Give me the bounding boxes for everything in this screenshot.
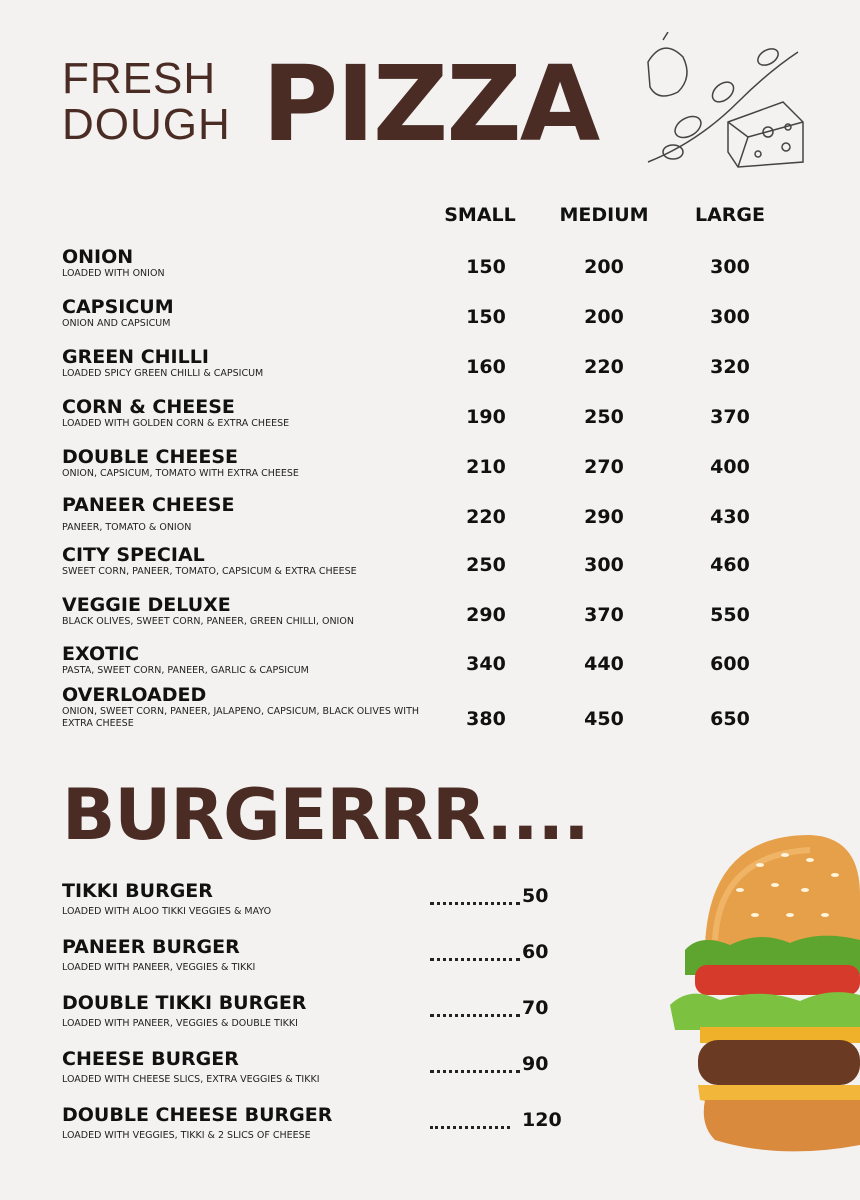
leader-dots xyxy=(430,892,520,905)
price-small: 250 xyxy=(466,554,506,576)
price-large: 600 xyxy=(710,653,750,675)
burger-section-title: BURGERRR.... xyxy=(62,774,589,856)
price-medium: 220 xyxy=(584,356,624,378)
burger-icon xyxy=(660,815,860,1155)
size-header-small: SMALL xyxy=(444,204,516,226)
burger-name: TIKKI BURGER xyxy=(62,880,213,902)
price-large: 650 xyxy=(710,708,750,730)
fresh-line: FRESH xyxy=(62,54,217,103)
vegetable-sketch-icon xyxy=(628,32,808,182)
price-medium: 250 xyxy=(584,406,624,428)
pizza-desc: LOADED WITH ONION xyxy=(62,268,165,279)
pizza-name: ONION xyxy=(62,246,134,268)
pizza-name: OVERLOADED xyxy=(62,684,207,706)
pizza-desc: ONION, SWEET CORN, PANEER, JALAPENO, CAPSICUM, BLACK OLIVES WITH EXTRA CHEESE xyxy=(62,706,420,729)
burger-desc: LOADED WITH CHEESE SLICS, EXTRA VEGGIES & TIKKI xyxy=(62,1074,320,1085)
burger-desc: LOADED WITH ALOO TIKKI VEGGIES & MAYO xyxy=(62,906,272,917)
burger-desc: LOADED WITH PANEER, VEGGIES & TIKKI xyxy=(62,962,256,973)
burger-name: PANEER BURGER xyxy=(62,936,240,958)
pizza-row xyxy=(0,246,860,294)
price-small: 210 xyxy=(466,456,506,478)
pizza-desc: BLACK OLIVES, SWEET CORN, PANEER, GREEN CHILLI, ONION xyxy=(62,616,354,627)
pizza-row xyxy=(0,346,860,394)
dough-line: DOUGH xyxy=(62,100,231,149)
leader-dots xyxy=(430,1060,520,1073)
price-small: 150 xyxy=(466,256,506,278)
pizza-row xyxy=(0,296,860,344)
price-small: 220 xyxy=(466,506,506,528)
price-large: 320 xyxy=(710,356,750,378)
price-large: 370 xyxy=(710,406,750,428)
price-large: 460 xyxy=(710,554,750,576)
price-small: 150 xyxy=(466,306,506,328)
pizza-desc: PASTA, SWEET CORN, PANEER, GARLIC & CAPSICUM xyxy=(62,665,309,676)
price-small: 160 xyxy=(466,356,506,378)
pizza-name: GREEN CHILLI xyxy=(62,346,209,368)
burger-price: 70 xyxy=(522,997,549,1019)
pizza-desc: LOADED SPICY GREEN CHILLI & CAPSICUM xyxy=(62,368,264,379)
pizza-name: VEGGIE DELUXE xyxy=(62,594,231,616)
pizza-desc: ONION AND CAPSICUM xyxy=(62,318,171,329)
price-small: 290 xyxy=(466,604,506,626)
price-small: 190 xyxy=(466,406,506,428)
price-medium: 200 xyxy=(584,306,624,328)
price-large: 300 xyxy=(710,256,750,278)
price-medium: 200 xyxy=(584,256,624,278)
price-medium: 270 xyxy=(584,456,624,478)
pizza-desc: PANEER, TOMATO & ONION xyxy=(62,522,192,533)
pizza-row xyxy=(0,684,860,732)
size-header-medium: MEDIUM xyxy=(559,204,649,226)
price-small: 380 xyxy=(466,708,506,730)
price-medium: 370 xyxy=(584,604,624,626)
pizza-row xyxy=(0,544,860,592)
burger-name: DOUBLE CHEESE BURGER xyxy=(62,1104,333,1126)
burger-desc: LOADED WITH PANEER, VEGGIES & DOUBLE TIKKI xyxy=(62,1018,298,1029)
burger-price: 90 xyxy=(522,1053,549,1075)
pizza-desc: LOADED WITH GOLDEN CORN & EXTRA CHEESE xyxy=(62,418,290,429)
pizza-row xyxy=(0,594,860,642)
pizza-name: EXOTIC xyxy=(62,643,140,665)
pizza-name: CORN & CHEESE xyxy=(62,396,235,418)
pizza-name: CAPSICUM xyxy=(62,296,174,318)
leader-dots xyxy=(430,1004,520,1017)
pizza-row xyxy=(0,494,860,542)
burger-name: DOUBLE TIKKI BURGER xyxy=(62,992,307,1014)
price-small: 340 xyxy=(466,653,506,675)
price-large: 550 xyxy=(710,604,750,626)
pizza-row xyxy=(0,446,860,494)
pizza-name: DOUBLE CHEESE xyxy=(62,446,239,468)
price-large: 430 xyxy=(710,506,750,528)
pizza-desc: SWEET CORN, PANEER, TOMATO, CAPSICUM & EXTRA CHEESE xyxy=(62,566,357,577)
burger-price: 50 xyxy=(522,885,549,907)
leader-dots xyxy=(430,948,520,961)
burger-price: 120 xyxy=(522,1109,562,1131)
price-medium: 450 xyxy=(584,708,624,730)
burger-name: CHEESE BURGER xyxy=(62,1048,239,1070)
pizza-desc: ONION, CAPSICUM, TOMATO WITH EXTRA CHEESE xyxy=(62,468,299,479)
price-medium: 290 xyxy=(584,506,624,528)
leader-dots xyxy=(430,1116,510,1129)
price-large: 300 xyxy=(710,306,750,328)
pizza-name: CITY SPECIAL xyxy=(62,544,205,566)
burger-desc: LOADED WITH VEGGIES, TIKKI & 2 SLICS OF CHEESE xyxy=(62,1130,311,1141)
price-large: 400 xyxy=(710,456,750,478)
price-medium: 440 xyxy=(584,653,624,675)
fresh-dough-title xyxy=(62,56,231,148)
burger-price: 60 xyxy=(522,941,549,963)
pizza-title: PIZZA xyxy=(262,43,599,165)
pizza-name: PANEER CHEESE xyxy=(62,494,235,516)
price-medium: 300 xyxy=(584,554,624,576)
pizza-row xyxy=(0,396,860,444)
size-header-large: LARGE xyxy=(694,204,766,226)
